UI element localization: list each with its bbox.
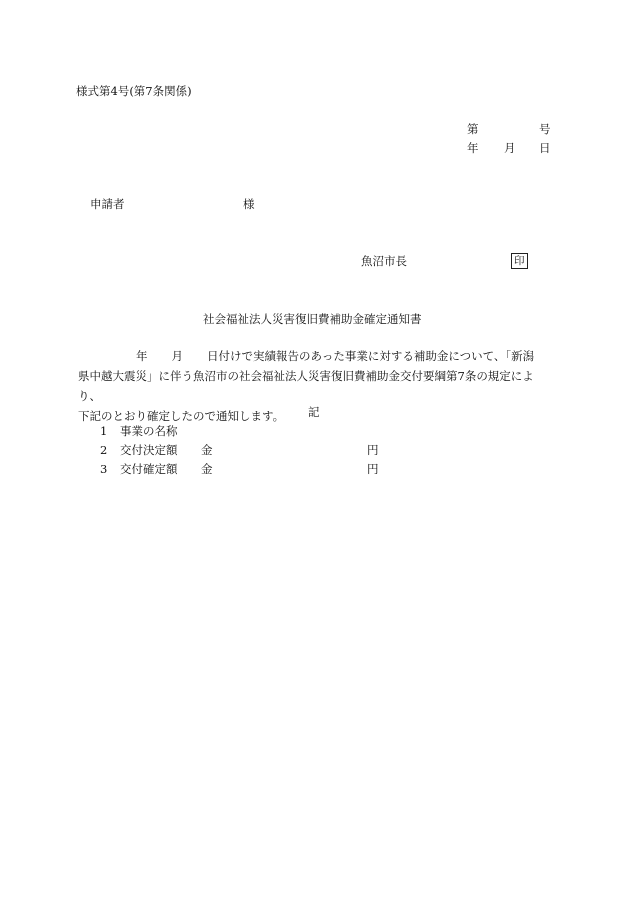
item-number: 1 [100,424,108,438]
item-number: 3 [100,462,108,476]
seal-mark [511,253,528,269]
date-year: 年 [467,141,479,155]
recipient-label: 申請者 [90,197,125,211]
date-month: 月 [504,141,516,155]
item-unit: 円 [367,462,379,476]
item-label: 事業の名称 [120,424,178,438]
recipient-honorific: 様 [243,197,255,211]
issuer-name: 魚沼市長 [361,254,407,268]
item-number: 2 [100,443,108,457]
document-title: 社会福祉法人災害復旧費補助金確定通知書 [203,312,422,326]
body-month: 月 [171,349,183,363]
date-day: 日 [539,141,551,155]
body-line-1 [78,346,556,366]
item-unit: 円 [367,443,379,457]
notice-number-prefix: 第 [467,122,479,136]
notice-number-suffix: 号 [539,122,551,136]
item-label: 交付決定額 [120,443,178,457]
body-line-2: 県中越大震災」に伴う魚沼市の社会福祉法人災害復旧費補助金交付要綱第7条の規定により、 [78,369,534,403]
seal-text: 印 [511,253,528,269]
form-number: 様式第4号(第7条関係) [76,84,192,98]
ki-heading: 記 [308,405,320,419]
item-prefix: 金 [201,443,213,457]
body-line-3: 下記のとおり確定したので通知します。 [78,409,285,423]
item-label: 交付確定額 [120,462,178,476]
item-prefix: 金 [201,462,213,476]
body-text-line-1: 日付けで実績報告のあった事業に対する補助金について、「新潟 [207,349,535,363]
body-year: 年 [136,349,148,363]
